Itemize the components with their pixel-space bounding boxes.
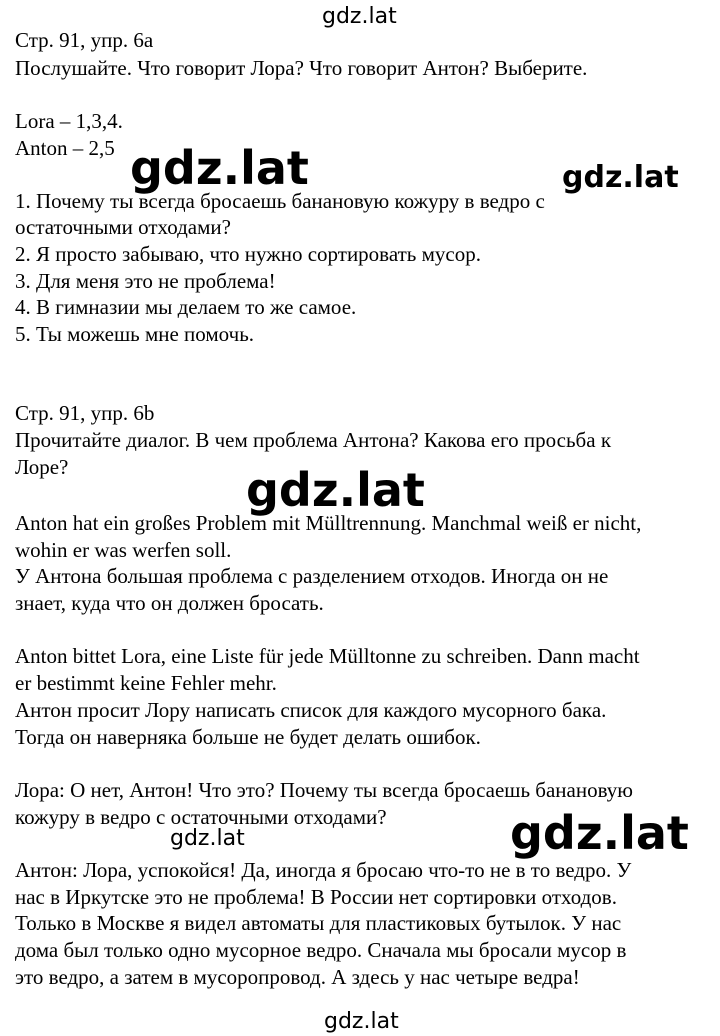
ex6b-header: Стр. 91, упр. 6b <box>15 401 155 425</box>
watermark-5: gdz.lat <box>510 806 689 860</box>
ex6b-request-ru-2: Тогда он наверняка больше не будет делать ошибок. <box>15 725 481 749</box>
ex6a-header: Стр. 91, упр. 6a <box>15 28 154 52</box>
ex6b-dialogue-anton-4: дома был только одно мусорное ведро. Сначала мы бросали мусор в <box>15 938 627 962</box>
ex6a-item-1a: 1. Почему ты всегда бросаешь банановую кожуру в ведро с <box>15 189 545 213</box>
ex6b-dialogue-lora-1: Лора: О нет, Антон! Что это? Почему ты всегда бросаешь банановую <box>15 778 633 802</box>
ex6a-item-2: 2. Я просто забываю, что нужно сортировать мусор. <box>15 242 481 266</box>
ex6b-answer-ru-1: У Антона большая проблема с разделением отходов. Иногда он не <box>15 564 609 588</box>
watermark-3: gdz.lat <box>246 463 425 517</box>
ex6a-lora-answer: Lora – 1,3,4. <box>15 109 123 133</box>
ex6b-instruction-1: Прочитайте диалог. В чем проблема Антона? Какова его просьба к <box>15 428 612 452</box>
watermark-top: gdz.lat <box>322 4 397 29</box>
ex6b-answer-de-1: Anton hat ein großes Problem mit Mülltrennung. Manchmal weiß er nicht, <box>15 511 642 535</box>
ex6a-instruction: Послушайте. Что говорит Лора? Что говорит Антон? Выберите. <box>15 56 588 80</box>
ex6b-dialogue-lora-2: кожуру в ведро с остаточными отходами? <box>15 805 387 829</box>
ex6b-request-de-2: er bestimmt keine Fehler mehr. <box>15 671 277 695</box>
ex6a-item-4: 4. В гимназии мы делаем то же самое. <box>15 295 357 319</box>
ex6a-anton-answer: Anton – 2,5 <box>15 136 115 160</box>
watermark-1: gdz.lat <box>130 141 309 195</box>
ex6b-instruction-2: Лоре? <box>15 455 69 479</box>
watermark-bottom: gdz.lat <box>324 1009 399 1034</box>
ex6b-request-de-1: Anton bittet Lora, eine Liste für jede Mülltonne zu schreiben. Dann macht <box>15 644 640 668</box>
watermark-2: gdz.lat <box>562 160 679 195</box>
ex6a-item-5: 5. Ты можешь мне помочь. <box>15 322 255 346</box>
ex6a-item-1b: остаточными отходами? <box>15 215 231 239</box>
watermark-4: gdz.lat <box>170 826 245 851</box>
ex6b-dialogue-anton-2: нас в Иркутске это не проблема! В России нет сортировки отходов. <box>15 885 617 909</box>
ex6b-dialogue-anton-3: Только в Москве я видел автоматы для пластиковых бутылок. У нас <box>15 911 622 935</box>
ex6b-dialogue-anton-5: это ведро, а затем в мусоропровод. А здесь у нас четыре ведра! <box>15 965 580 989</box>
ex6b-answer-de-2: wohin er was werfen soll. <box>15 538 232 562</box>
ex6b-answer-ru-2: знает, куда что он должен бросать. <box>15 591 324 615</box>
ex6a-item-3: 3. Для меня это не проблема! <box>15 269 276 293</box>
ex6b-request-ru-1: Антон просит Лору написать список для каждого мусорного бака. <box>15 698 607 722</box>
ex6b-dialogue-anton-1: Антон: Лора, успокойся! Да, иногда я бросаю что-то не в то ведро. У <box>15 858 632 882</box>
